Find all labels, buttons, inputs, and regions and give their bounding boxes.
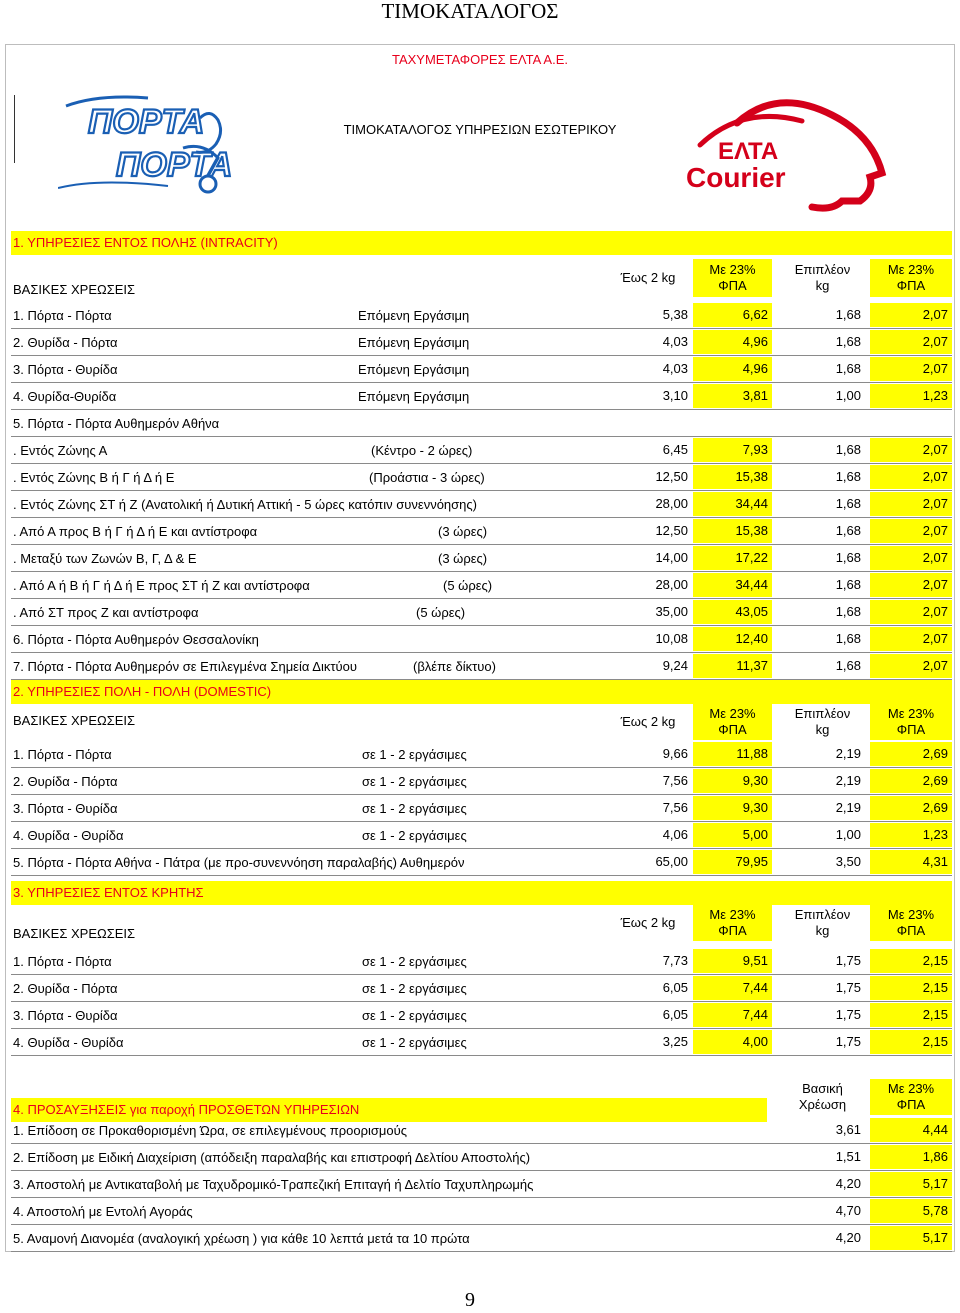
basic-charges-label: ΒΑΣΙΚΕΣ ΧΡΕΩΣΕΙΣ — [13, 282, 136, 297]
price-cell: 79,95 — [693, 850, 772, 874]
price-cell: 9,51 — [693, 949, 772, 973]
price-cell: 2,07 — [870, 519, 952, 543]
row-label: 3. Πόρτα - Θυρίδα — [13, 1008, 118, 1023]
price-cell: 1,23 — [870, 384, 952, 408]
section-title-surcharges: 4. ΠΡΟΣΑΥΞΗΣΕΙΣ για παροχή ΠΡΟΣΘΕΤΩΝ ΥΠΗΡΕΣΙΩΝ — [11, 1098, 767, 1122]
price-cell: 35,00 — [655, 604, 688, 619]
table-row — [11, 742, 955, 768]
row-label: 2. Θυρίδα - Πόρτα — [13, 981, 118, 996]
row-note: σε 1 - 2 εργάσιμες — [362, 954, 467, 969]
price-cell: 2,15 — [870, 1003, 952, 1027]
price-cell: 15,38 — [693, 465, 772, 489]
row-rule — [11, 625, 952, 626]
table-row — [11, 519, 955, 545]
price-cell: 15,38 — [693, 519, 772, 543]
table-row — [11, 654, 955, 680]
price-cell: 2,15 — [870, 949, 952, 973]
row-rule — [11, 517, 952, 518]
row-note: σε 1 - 2 εργάσιμες — [362, 801, 467, 816]
price-cell: 12,50 — [655, 523, 688, 538]
price-cell: 5,17 — [870, 1172, 952, 1196]
row-note: Επόμενη Εργάσιμη — [358, 362, 470, 377]
row-note: (5 ώρες) — [443, 578, 493, 593]
table-row — [11, 1172, 955, 1198]
table-row — [11, 1118, 955, 1144]
price-cell: 7,44 — [693, 976, 772, 1000]
table-row — [11, 411, 955, 437]
price-cell: 2,07 — [870, 330, 952, 354]
table-row — [11, 303, 955, 329]
price-cell: 2,07 — [870, 627, 952, 651]
header-extra-vat: Με 23% ΦΠΑ — [870, 905, 952, 941]
svg-text:ΠΟΡΤΑ: ΠΟΡΤΑ — [88, 103, 205, 141]
header-vat: Με 23% ΦΠΑ — [693, 704, 772, 740]
table-row — [11, 384, 955, 410]
row-rule — [11, 1251, 952, 1252]
row-note: (Κέντρο - 2 ώρες) — [371, 443, 473, 458]
price-cell: 6,45 — [662, 442, 688, 457]
row-rule — [11, 1170, 952, 1171]
section-title-domestic: 2. ΥΠΗΡΕΣΙΕΣ ΠΟΛΗ - ΠΟΛΗ (DOMESTIC) — [11, 680, 952, 704]
row-label: 3. Πόρτα - Θυρίδα — [13, 801, 118, 816]
price-cell: 1,68 — [835, 658, 861, 673]
price-cell: 2,07 — [870, 546, 952, 570]
price-cell: 4,31 — [870, 850, 952, 874]
price-cell: 17,22 — [693, 546, 772, 570]
table-row — [11, 600, 955, 626]
row-label: 5. Πόρτα - Πόρτα Αυθημερόν Αθήνα — [13, 416, 220, 431]
row-rule — [11, 1028, 952, 1029]
price-cell: 1,68 — [835, 469, 861, 484]
price-cell: 7,56 — [662, 800, 688, 815]
row-rule — [11, 652, 952, 653]
price-cell: 1,68 — [835, 307, 861, 322]
row-label: 4. Θυρίδα - Θυρίδα — [13, 1035, 124, 1050]
row-note: σε 1 - 2 εργάσιμες — [362, 1035, 467, 1050]
table-row — [11, 546, 955, 572]
price-cell: 7,93 — [693, 438, 772, 462]
price-cell: 1,68 — [835, 577, 861, 592]
price-cell: 6,62 — [693, 303, 772, 327]
table-row — [11, 949, 955, 975]
table-row — [11, 796, 955, 822]
table-row — [11, 627, 955, 653]
price-cell: 1,68 — [835, 442, 861, 457]
row-rule — [11, 974, 952, 975]
row-rule — [11, 1143, 952, 1144]
row-note: σε 1 - 2 εργάσιμες — [362, 981, 467, 996]
row-label: 2. Θυρίδα - Πόρτα — [13, 774, 118, 789]
section-title-intracity: 1. ΥΠΗΡΕΣΙΕΣ ΕΝΤΟΣ ΠΟΛΗΣ (INTRACITY) — [11, 231, 952, 255]
price-cell: 3,10 — [662, 388, 688, 403]
table-row — [11, 850, 955, 876]
row-note: σε 1 - 2 εργάσιμες — [362, 828, 467, 843]
table-row — [11, 1226, 955, 1252]
table-row — [11, 465, 955, 491]
row-label: 5. Πόρτα - Πόρτα Αθήνα - Πάτρα (με προ-συνεννόηση παραλαβής) Αυθημερόν — [13, 855, 465, 870]
price-cell: 65,00 — [655, 854, 688, 869]
price-cell: 2,07 — [870, 465, 952, 489]
price-cell: 4,00 — [693, 1030, 772, 1054]
price-cell: 43,05 — [693, 600, 772, 624]
svg-text:ΠΟΡΤΑ: ΠΟΡΤΑ — [116, 146, 233, 184]
price-cell: 1,68 — [835, 361, 861, 376]
price-cell: 1,68 — [835, 604, 861, 619]
price-cell: 3,25 — [662, 1034, 688, 1049]
price-cell: 2,07 — [870, 303, 952, 327]
row-rule — [11, 463, 952, 464]
header-vat: Με 23% ΦΠΑ — [870, 1079, 952, 1115]
row-label: . Εντός Ζώνης ΣΤ ή Ζ (Ανατολική ή Δυτική Αττική - 5 ώρες κατόπιν συνεννόησης) — [13, 497, 478, 512]
row-label: . Από Α προς Β ή Γ ή Δ ή Ε και αντίστροφα — [13, 524, 258, 539]
row-label: . Από ΣΤ προς Ζ και αντίστροφα — [13, 605, 199, 620]
price-cell: 2,69 — [870, 796, 952, 820]
table-row — [11, 976, 955, 1002]
price-cell: 1,75 — [835, 1007, 861, 1022]
price-cell: 4,44 — [870, 1118, 952, 1142]
row-rule — [11, 436, 952, 437]
price-cell: 5,17 — [870, 1226, 952, 1250]
price-cell: 2,15 — [870, 1030, 952, 1054]
table-row — [11, 769, 955, 795]
row-rule — [11, 382, 952, 383]
document-subtitle: ΤΙΜΟΚΑΤΑΛΟΓΟΣ ΥΠΗΡΕΣΙΩΝ ΕΣΩΤΕΡΙΚΟΥ — [343, 122, 617, 137]
row-rule — [11, 1001, 952, 1002]
price-cell: 1,68 — [835, 523, 861, 538]
price-cell: 4,03 — [662, 334, 688, 349]
section-title-crete: 3. ΥΠΗΡΕΣΙΕΣ ΕΝΤΟΣ ΚΡΗΤΗΣ — [11, 881, 952, 905]
price-cell: 3,81 — [693, 384, 772, 408]
row-label: 4. Αποστολή με Εντολή Αγοράς — [13, 1204, 193, 1219]
price-cell: 4,96 — [693, 357, 772, 381]
table-row — [11, 823, 955, 849]
price-cell: 2,19 — [835, 773, 861, 788]
price-cell: 2,07 — [870, 573, 952, 597]
price-cell: 1,68 — [835, 496, 861, 511]
price-cell: 7,56 — [662, 773, 688, 788]
price-cell: 1,68 — [835, 631, 861, 646]
table-row — [11, 1030, 955, 1056]
row-note: (βλέπε δίκτυο) — [413, 659, 496, 674]
svg-text:Courier: Courier — [686, 162, 786, 193]
price-cell: 1,75 — [835, 980, 861, 995]
row-label: 1. Επίδοση σε Προκαθορισμένη Ώρα, σε επιλεγμένους προορισμούς — [13, 1123, 408, 1138]
price-cell: 2,19 — [835, 800, 861, 815]
company-name: ΤΑΧΥΜΕΤΑΦΟΡΕΣ ΕΛΤΑ Α.Ε. — [391, 52, 568, 67]
header-extra-vat: Με 23% ΦΠΑ — [870, 259, 952, 297]
row-note: Επόμενη Εργάσιμη — [358, 335, 470, 350]
row-rule — [11, 1055, 952, 1056]
row-label: 4. Θυρίδα-Θυρίδα — [13, 389, 117, 404]
price-cell: 34,44 — [693, 492, 772, 516]
row-rule — [11, 490, 952, 491]
price-cell: 2,07 — [870, 600, 952, 624]
price-cell: 5,00 — [693, 823, 772, 847]
row-note: (3 ώρες) — [438, 551, 488, 566]
price-cell: 5,38 — [662, 307, 688, 322]
row-note: (Προάστια - 3 ώρες) — [369, 470, 485, 485]
price-cell: 34,44 — [693, 573, 772, 597]
price-cell: 4,96 — [693, 330, 772, 354]
price-cell: 4,70 — [835, 1203, 861, 1218]
row-rule — [11, 409, 952, 410]
price-cell: 9,30 — [693, 769, 772, 793]
row-label: 1. Πόρτα - Πόρτα — [13, 954, 112, 969]
row-label: 1. Πόρτα - Πόρτα — [13, 308, 112, 323]
price-cell: 1,00 — [835, 827, 861, 842]
row-rule — [11, 848, 952, 849]
header-extra-kg: Επιπλέον kg — [794, 262, 851, 293]
row-note: σε 1 - 2 εργάσιμες — [362, 774, 467, 789]
row-rule — [11, 875, 952, 876]
row-label: 4. Θυρίδα - Θυρίδα — [13, 828, 124, 843]
header-base-charge: Βασική Χρέωση — [798, 1081, 847, 1112]
price-cell: 2,07 — [870, 492, 952, 516]
price-cell: 6,05 — [662, 980, 688, 995]
price-cell: 12,50 — [655, 469, 688, 484]
table-row — [11, 330, 955, 356]
price-cell: 4,20 — [835, 1176, 861, 1191]
row-label: . Μεταξύ των Ζωνών Β, Γ, Δ & Ε — [13, 551, 197, 566]
price-cell: 14,00 — [655, 550, 688, 565]
price-cell: 4,20 — [835, 1230, 861, 1245]
header-upto-2kg: Έως 2 kg — [620, 270, 676, 285]
price-cell: 1,68 — [835, 334, 861, 349]
price-cell: 1,00 — [835, 388, 861, 403]
row-rule — [11, 544, 952, 545]
price-cell: 7,73 — [662, 953, 688, 968]
price-cell: 4,06 — [662, 827, 688, 842]
price-cell: 3,50 — [835, 854, 861, 869]
price-cell: 1,75 — [835, 1034, 861, 1049]
row-label: 3. Αποστολή με Αντικαταβολή με Ταχυδρομικό-Τραπεζική Επιταγή ή Δελτίο Ταχυπληρωμής — [13, 1177, 534, 1192]
row-note: (3 ώρες) — [438, 524, 488, 539]
header-vat: Με 23% ΦΠΑ — [693, 259, 772, 297]
header-extra-kg: Επιπλέον kg — [794, 907, 851, 938]
table-row — [11, 1199, 955, 1225]
porta-porta-logo — [58, 88, 233, 200]
table-row — [11, 357, 955, 383]
price-cell: 3,61 — [835, 1122, 861, 1137]
table-row — [11, 573, 955, 599]
table-row — [11, 1003, 955, 1029]
basic-charges-label: ΒΑΣΙΚΕΣ ΧΡΕΩΣΕΙΣ — [13, 713, 136, 728]
header-upto-2kg: Έως 2 kg — [620, 915, 676, 930]
table-row — [11, 438, 955, 464]
price-cell: 4,03 — [662, 361, 688, 376]
row-label: 1. Πόρτα - Πόρτα — [13, 747, 112, 762]
header-upto-2kg: Έως 2 kg — [620, 714, 676, 729]
price-cell: 10,08 — [655, 631, 688, 646]
row-rule — [11, 328, 952, 329]
row-rule — [11, 767, 952, 768]
row-note: Επόμενη Εργάσιμη — [358, 308, 470, 323]
price-cell: 28,00 — [655, 577, 688, 592]
price-cell: 11,88 — [693, 742, 772, 766]
price-cell: 1,68 — [835, 550, 861, 565]
price-cell: 5,78 — [870, 1199, 952, 1223]
row-label: 2. Επίδοση με Ειδική Διαχείριση (απόδειξη παραλαβής και επιστροφή Δελτίου Αποστολής) — [13, 1150, 531, 1165]
row-rule — [11, 1224, 952, 1225]
row-rule — [11, 1197, 952, 1198]
row-note: σε 1 - 2 εργάσιμες — [362, 747, 467, 762]
table-row — [11, 492, 955, 518]
price-cell: 2,07 — [870, 438, 952, 462]
elta-courier-logo — [682, 95, 897, 220]
row-label: . Από Α ή Β ή Γ ή Δ ή Ε προς ΣΤ ή Ζ και αντίστροφα — [13, 578, 310, 593]
price-cell: 9,24 — [662, 658, 688, 673]
header-vat: Με 23% ΦΠΑ — [693, 905, 772, 941]
row-label: 3. Πόρτα - Θυρίδα — [13, 362, 118, 377]
row-label: 6. Πόρτα - Πόρτα Αυθημερόν Θεσσαλονίκη — [13, 632, 259, 647]
row-rule — [11, 571, 952, 572]
basic-charges-label: ΒΑΣΙΚΕΣ ΧΡΕΩΣΕΙΣ — [13, 926, 136, 941]
row-label: 5. Αναμονή Διανομέα (αναλογική χρέωση ) για κάθε 10 λεπτά μετά τα 10 πρώτα — [13, 1231, 470, 1246]
row-rule — [11, 821, 952, 822]
row-note: σε 1 - 2 εργάσιμες — [362, 1008, 467, 1023]
svg-text:ΕΛΤΑ: ΕΛΤΑ — [718, 138, 779, 165]
price-cell: 2,19 — [835, 746, 861, 761]
row-label: 2. Θυρίδα - Πόρτα — [13, 335, 118, 350]
row-label: 7. Πόρτα - Πόρτα Αυθημερόν σε Επιλεγμένα Σημεία Δικτύου — [13, 659, 357, 674]
header-extra-vat: Με 23% ΦΠΑ — [870, 704, 952, 740]
row-rule — [11, 355, 952, 356]
table-row — [11, 1145, 955, 1171]
price-cell: 9,30 — [693, 796, 772, 820]
price-cell: 28,00 — [655, 496, 688, 511]
price-cell: 12,40 — [693, 627, 772, 651]
row-rule — [11, 794, 952, 795]
price-cell: 9,66 — [662, 746, 688, 761]
row-label: . Εντός Ζώνης Β ή Γ ή Δ ή Ε — [13, 470, 175, 485]
price-cell: 11,37 — [693, 654, 772, 678]
price-cell: 6,05 — [662, 1007, 688, 1022]
header-extra-kg: Επιπλέον kg — [794, 706, 851, 737]
row-rule — [11, 598, 952, 599]
price-cell: 2,69 — [870, 769, 952, 793]
price-cell: 2,69 — [870, 742, 952, 766]
price-cell: 2,07 — [870, 654, 952, 678]
price-cell: 1,86 — [870, 1145, 952, 1169]
price-cell: 2,15 — [870, 976, 952, 1000]
price-cell: 2,07 — [870, 357, 952, 381]
row-note: Επόμενη Εργάσιμη — [358, 389, 470, 404]
page-title: ΤΙΜΟΚΑΤΑΛΟΓΟΣ — [381, 0, 559, 23]
price-cell: 1,75 — [835, 953, 861, 968]
row-note: (5 ώρες) — [416, 605, 466, 620]
page-number: 9 — [465, 1289, 475, 1311]
price-cell: 1,23 — [870, 823, 952, 847]
price-cell: 1,51 — [835, 1149, 861, 1164]
price-cell: 7,44 — [693, 1003, 772, 1027]
row-label: . Εντός Ζώνης Α — [13, 443, 108, 458]
